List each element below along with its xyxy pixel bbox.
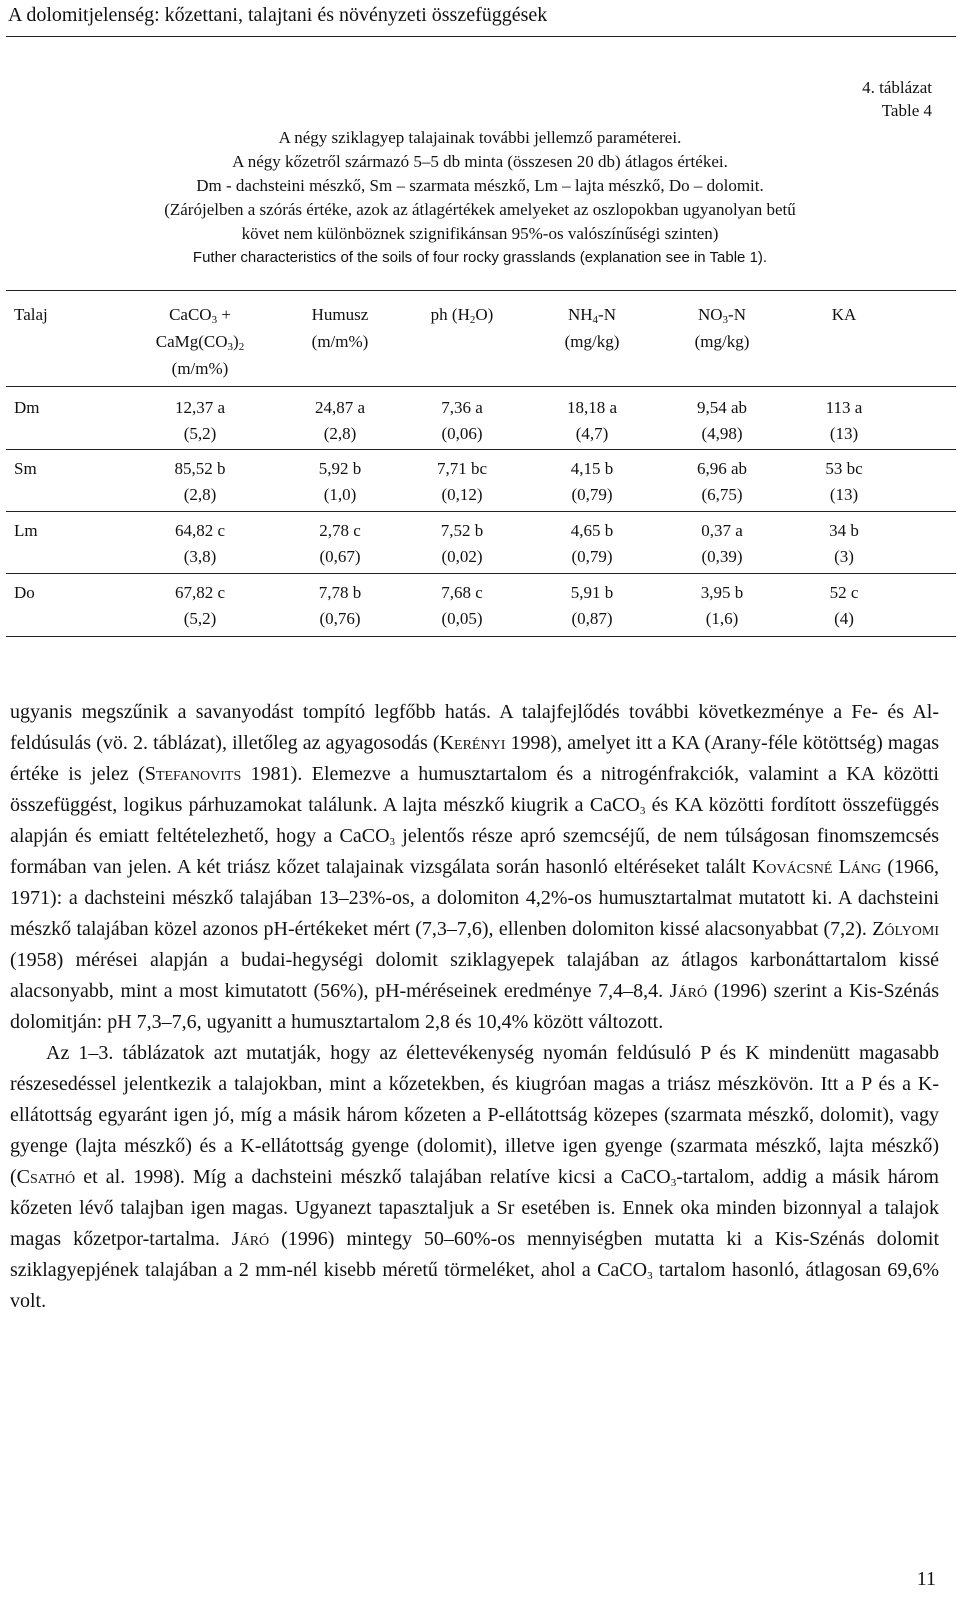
cell-ph: 7,71 bc (0,12): [436, 459, 488, 504]
cell-humusz: 5,92 b (1,0): [318, 459, 362, 504]
header-talaj: Talaj: [14, 305, 48, 324]
cell-ka: 34 b (3): [829, 521, 859, 566]
cell-humusz: 2,78 c (0,67): [319, 521, 361, 566]
row-soil-label: Lm: [14, 521, 38, 540]
page-number: 11: [916, 1568, 936, 1590]
cell-no3: 0,37 a (0,39): [701, 521, 743, 566]
row-rule: [6, 573, 956, 574]
cell-no3: 9,54 ab (4,98): [696, 398, 748, 443]
cell-nh4: 18,18 a (4,7): [566, 398, 618, 443]
row-soil-label: Sm: [14, 459, 37, 478]
cell-nh4: 4,15 b (0,79): [570, 459, 614, 504]
header-humusz: Humusz (m/m%): [311, 305, 369, 351]
row-rule: [6, 511, 956, 512]
row-soil-label: Dm: [14, 398, 40, 417]
cell-humusz: 7,78 b (0,76): [318, 583, 362, 628]
cell-caco3: 85,52 b (2,8): [174, 459, 226, 504]
row-soil-label: Do: [14, 583, 35, 602]
header-ph: ph $(H_2O)$: [430, 305, 494, 326]
table-number: [862, 76, 932, 122]
cell-no3: 3,95 b (1,6): [700, 583, 744, 628]
header-caco3: CaCO$_3$ + $CaMg(CO_3)_2$ (m/m%): [155, 305, 245, 378]
header-no3: $NO_3-N$ (mg/kg): [694, 305, 750, 351]
table-caption: [0, 126, 960, 270]
cell-ph: 7,68 c (0,05): [441, 583, 483, 628]
table-number-hu: 4. táblázat: [862, 78, 932, 97]
caption-line: követ nem különböznek szignifikánsan 95%-os valószínűségi szinten): [241, 224, 719, 243]
cell-ka: 113 a (13): [825, 398, 863, 443]
caption-line: (Zárójelben a szórás értéke, azok az átlagértékek amelyeket az oszlopokban ugyanolyan betű: [164, 200, 796, 219]
caption-line: A négy kőzetről származó 5–5 db minta (összesen 20 db) átlagos értékei.: [232, 152, 728, 171]
cell-ka: 53 bc (13): [825, 459, 863, 504]
table-top-rule: [6, 290, 956, 291]
cell-caco3: 67,82 c (5,2): [174, 583, 226, 628]
header-rule: [6, 36, 956, 37]
cell-nh4: 5,91 b (0,87): [570, 583, 614, 628]
cell-caco3: 12,37 a (5,2): [174, 398, 226, 443]
running-header: A dolomitjelenség: kőzettani, talajtani és növényzeti összefüggések: [8, 4, 548, 26]
paragraph: Az 1–3. táblázatok azt mutatják, hogy az élettevékenység nyomán feldúsuló P és K mindenütt magasabb részesedéssel jelentkezik a talajokban, mint a kőzetekben, és kiugróan magas a triász mészkövön. Itt a P és a K-ellátottság egyaránt igen jó, míg a másik három kőzeten a P-ellátottság közepes (szarmata mészkő, dolomit), vagy gyenge (lajta mészkő) és a K-ellátottság gyenge (dolomit), illetve igen gyenge (szarmata mészkő, lajta mészkő) (Csathó et al. 1998). Míg a dachsteini mészkő talajában relatíve kicsi a CaCO$_3$-tartalom, addig a másik három kőzeten lévő talajban igen magas. Ugyanezt tapasztaljuk a Sr esetében is. Ennek oka minden bizonnyal a talajok magas kőzetpor-tartalma. Járó (1996) mintegy 50–60%-os mennyiségben mutatta ki a Kis-Szénás dolomit sziklagyepjének talajában a 2 mm-nél kisebb méretű törmeléket, ahol a CaCO$_3$ tartalom hasonló, átlagosan 69,6% volt.: [10, 1042, 940, 1312]
header-ka: KA: [831, 305, 857, 324]
table-number-en: Table 4: [881, 101, 932, 120]
table-header-rule: [6, 386, 956, 387]
header-nh4: $NH_4-N$ (mg/kg): [564, 305, 620, 351]
cell-nh4: 4,65 b (0,79): [570, 521, 614, 566]
cell-ka: 52 c (4): [829, 583, 859, 628]
row-rule: [6, 449, 956, 450]
cell-ph: 7,52 b (0,02): [440, 521, 484, 566]
cell-no3: 6,96 ab (6,75): [696, 459, 748, 504]
paragraph: ugyanis megszűnik a savanyodást tompító legfőbb hatás. A talajfejlődés további következménye a Fe- és Al-feldúsulás (vö. 2. táblázat), illetőleg az agyagosodás (Kerényi 1998), amelyet itt a KA (Arany-féle kötöttség) magas értéke is jelez (Stefanovits 1981). Elemezve a humusztartalom és a nitrogénfrakciók, valamint a KA közötti összefüggést, logikus párhuzamokat találunk. A lajta mészkő kiugrik a CaCO$_3$ és KA közötti fordított összefüggés alapján és emiatt feltételezhető, hogy a CaCO$_3$ jelentős része apró szemcséjű, de nem túlságosan finomszemcsés formában van jelen. A két triász kőzet talajainak vizsgálata során hasonló eltéréseket talált Kovácsné Láng (1966, 1971): a dachsteini mészkő talajában 13–23%-os, a dolomiton 4,2%-os humusztartalmat mutatott ki. A dachsteini mészkő talajában közel azonos pH-értékeket mért (7,3–7,6), ellenben dolomiton kissé alacsonyabbat (7,2). Zólyomi (1958) mérései alapján a budai-hegységi dolomit sziklagyepek talajában az átlagos karbonáttartalom kissé alacsonyabb, mint a most kimutatott (56%), pH-méréseinek eredménye 7,4–8,4. Járó (1996) szerint a Kis-Szénás dolomitján: pH 7,3–7,6, ugyanitt a humusztartalom 2,8 és 10,4% között változott.: [10, 701, 940, 1033]
cell-ph: 7,36 a (0,06): [441, 398, 483, 443]
cell-humusz: 24,87 a (2,8): [314, 398, 366, 443]
body-text: [10, 697, 939, 1317]
caption-line: Dm - dachsteini mészkő, Sm – szarmata mészkő, Lm – lajta mészkő, Do – dolomit.: [196, 176, 764, 195]
caption-line-english: Futher characteristics of the soils of four rocky grasslands (explanation see in Table 1).: [192, 249, 768, 266]
caption-line: A négy sziklagyep talajainak további jellemző paraméterei.: [278, 128, 682, 147]
cell-caco3: 64,82 c (3,8): [174, 521, 226, 566]
table-bottom-rule: [6, 636, 956, 637]
